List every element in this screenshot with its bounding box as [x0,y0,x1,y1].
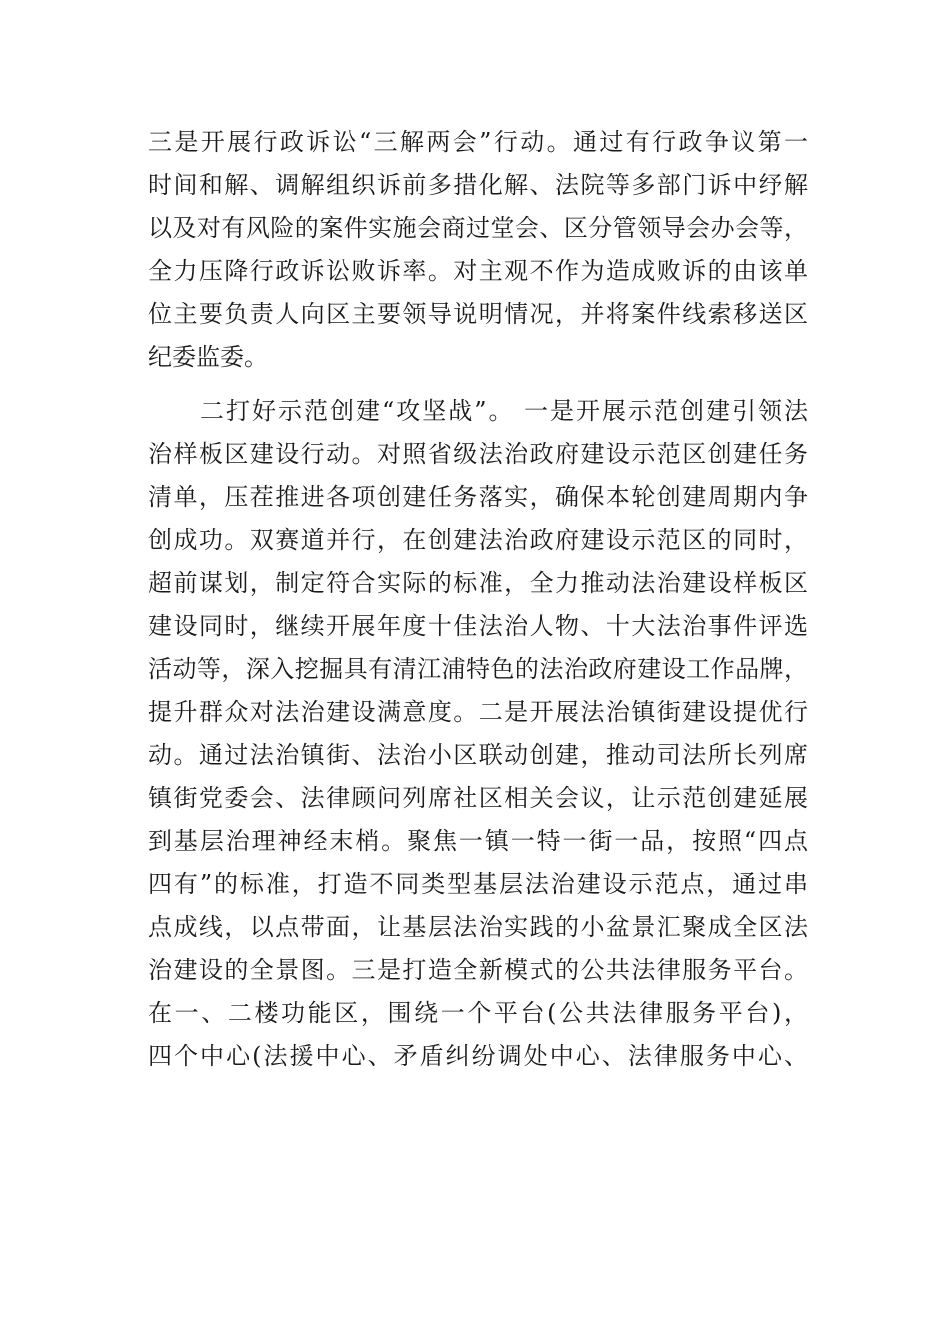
text-line: 点成线，以点带面，让基层法治实践的小盆景汇聚成全区法 [148,913,808,941]
text-line: 清单，压茬推进各项创建任务落实，确保本轮创建周期内争 [148,483,808,511]
text-line: 治样板区建设行动。对照省级法治政府建设示范区创建任务 [148,440,808,468]
text-line: 时间和解、调解组织诉前多措化解、法院等多部门诉中纾解 [148,171,808,199]
paragraph-first-line: 二打好示范创建“攻坚战”。 一是开展示范创建引领法 [200,397,808,425]
text-line: 四有”的标准，打造不同类型基层法治建设示范点，通过串 [148,870,808,898]
text-line: 位主要负责人向区主要领导说明情况，并将案件线索移送区 [148,300,808,328]
text-line: 以及对有风险的案件实施会商过堂会、区分管领导会办会等， [148,214,808,242]
text-line: 四个中心(法援中心、矛盾纠纷调处中心、法律服务中心、 [148,1042,808,1070]
text-line: 活动等，深入挖掘具有清江浦特色的法治政府建设工作品牌， [148,655,808,683]
text-line: 全力压降行政诉讼败诉率。对主观不作为造成败诉的由该单 [148,257,808,285]
text-line: 动。通过法治镇街、法治小区联动创建，推动司法所长列席 [148,741,808,769]
text-line: 到基层治理神经末梢。聚焦一镇一特一街一品，按照“四点 [148,827,808,855]
text-line: 提升群众对法治建设满意度。二是开展法治镇街建设提优行 [148,698,808,726]
text-line: 创成功。双赛道并行，在创建法治政府建设示范区的同时， [148,526,808,554]
text-line: 三是开展行政诉讼“三解两会”行动。通过有行政争议第一 [148,128,808,156]
text-line: 超前谋划，制定符合实际的标准，全力推动法治建设样板区 [148,569,808,597]
text-line: 治建设的全景图。三是打造全新模式的公共法律服务平台。 [148,956,808,984]
text-line: 镇街党委会、法律顾问列席社区相关会议，让示范创建延展 [148,784,808,812]
text-line: 建设同时，继续开展年度十佳法治人物、十大法治事件评选 [148,612,808,640]
text-line: 纪委监委。 [148,343,268,371]
text-line: 在一、二楼功能区，围绕一个平台(公共法律服务平台)， [148,999,808,1027]
